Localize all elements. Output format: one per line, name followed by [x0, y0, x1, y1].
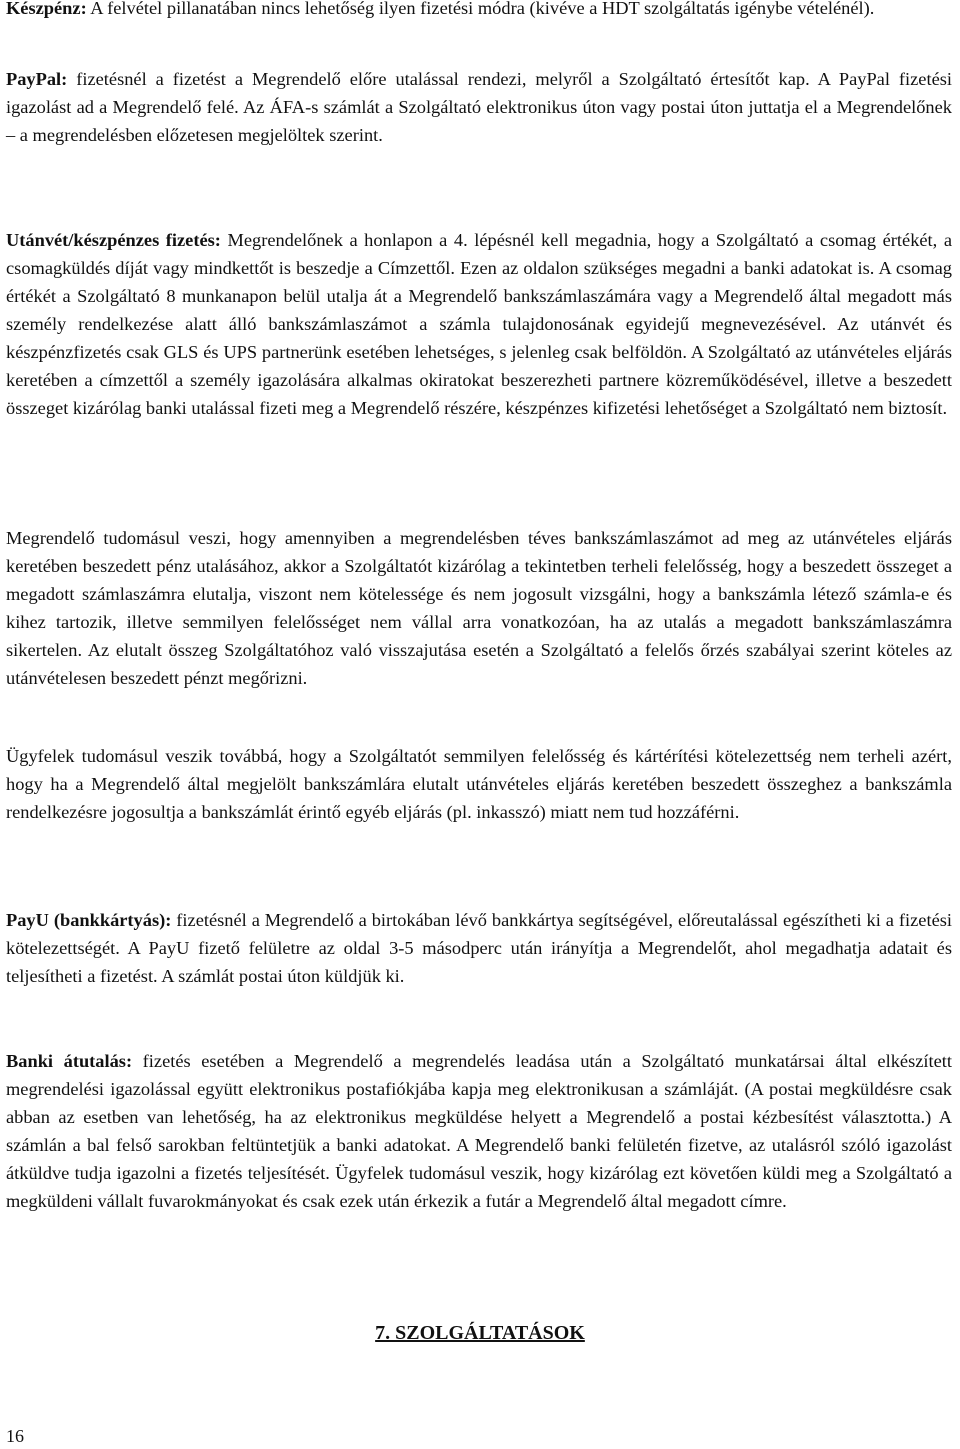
paragraph-paypal: [6, 65, 952, 149]
paypal-text: fizetésnél a fizetést a Megrendelő előre utalással rendezi, melyről a Szolgáltató értesítőt kap. A PayPal fizetési igazolást ad a Megrendelő felé. Az ÁFA-s számlát a Szolgáltató elektronikus úton vagy postai úton juttatja el a Megrendelőnek – a megrendelésben előzetesen megjelöltek szerint.: [6, 69, 952, 145]
payu-label: PayU (bankkártyás):: [6, 910, 172, 930]
paragraph-bank-transfer: [6, 1047, 952, 1215]
section-heading: 7. SZOLGÁLTATÁSOK: [375, 1322, 585, 1344]
paragraph-orderer-acknowledgement: [6, 524, 952, 692]
cash-on-delivery-text: Megrendelőnek a honlapon a 4. lépésnél kell megadnia, hogy a Szolgáltató a csomag értékét, a csomagküldés díját vagy mindkettőt is beszedje a Címzettől. Ezen az oldalon szükséges megadni a banki adatokat is. A csomag értékét a Szolgáltató 8 munkanapon belül utalja át a Megrendelő bankszámlaszámára vagy a Megrendelő által megadott más személy rendelkezése alatt álló bankszámlaszámot a számla tulajdonosának egyidejű megnevezésével. Az utánvét és készpénzfizetés csak GLS és UPS partnerünk esetében lehetséges, s jelenleg csak belföldön. A Szolgáltató az utánvételes eljárás keretében a címzettől a személy igazolására alkalmas okiratokat beszerezheti partnere közreműködésével, illetve a beszedett összeget kizárólag banki utalással fizeti meg a Megrendelő részére, készpénzes kifizetési lehetőséget a Szolgáltató nem biztosít.: [6, 230, 952, 418]
cash-payment-text: A felvétel pillanatában nincs lehetőség ilyen fizetési módra (kivéve a HDT szolgáltatás igénybe vételénél).: [86, 0, 875, 18]
paypal-label: PayPal:: [6, 69, 68, 89]
bank-transfer-label: Banki átutalás:: [6, 1051, 133, 1071]
bank-transfer-text: fizetés esetében a Megrendelő a megrendelés leadása után a Szolgáltató munkatársai által elkészített megrendelési igazolással együtt elektronikus postafiókjába kapja meg elektronikusan a számláját. (A postai megküldésre csak abban az esetben van lehetőség, ha az elektronikus megküldése helyett a Megrendelő a postai kézbesítést választotta.) A számlán a bal felső sarokban feltüntetjük a banki adatokat. A Megrendelő banki felületén fizetve, az utalásról szóló igazolást átküldve tudja igazolni a fizetés teljesítését. Ügyfelek tudomásul veszik, hogy kizárólag ezt követően küldi meg a Szolgáltató a megküldeni vállalt fuvarokmányokat és csak ezek után érkezik a futár a Megrendelő által megadott címre.: [6, 1051, 952, 1211]
cash-on-delivery-label: Utánvét/készpénzes fizetés:: [6, 230, 221, 250]
orderer-acknowledgement-text: Megrendelő tudomásul veszi, hogy amennyiben a megrendelésben téves bankszámlaszámot ad meg az utánvételes eljárás keretében beszedett pénz utalásához, akkor a Szolgáltatót kizárólag a tekintetben terheli felelősség, hogy a beszedett összeget a megadott számlaszámra elutalja, viszont nem kötelessége és nem jogosult vizsgálni, hogy a bankszámla létező számla-e és kihez tartozik, illetve semmilyen felelősséget nem vállal arra vonatkozóan, ha az utalás a megadott bankszámlaszámra sikertelen. Az elutalt összeg Szolgáltatóhoz való visszajutása esetén a Szolgáltató a felelős őrzés szabályai szerint köteles az utánvételesen beszedett pénzt megőrizni.: [6, 528, 952, 688]
payu-text: fizetésnél a Megrendelő a birtokában lévő bankkártya segítségével, előreutalással egészítheti ki a fizetési kötelezettségét. A PayU fizető felületre az oldal 3-5 másodperc után irányítja a Megrendelőt, ahol megadhatja adatait és teljesítheti a fizetést. A számlát postai úton küldjük ki.: [6, 910, 952, 986]
paragraph-payu-card: [6, 906, 952, 990]
paragraph-clients-acknowledgement: [6, 742, 952, 826]
page-number: 16: [6, 1426, 24, 1446]
cash-payment-label: Készpénz:: [6, 0, 87, 18]
paragraph-cash-payment: [6, 0, 952, 22]
paragraph-cash-on-delivery: [6, 226, 952, 422]
clients-acknowledgement-text: Ügyfelek tudomásul veszik továbbá, hogy a Szolgáltatót semmilyen felelősség és kártérítési kötelezettség nem terheli azért, hogy ha a Megrendelő által megjelölt bankszámlára elutalt utánvételes eljárás keretében beszedett összeghez a bankszámla rendelkezésre jogosultja a bankszámlát érintő egyéb eljárás (pl. inkasszó) miatt nem tud hozzáférni.: [6, 746, 952, 822]
